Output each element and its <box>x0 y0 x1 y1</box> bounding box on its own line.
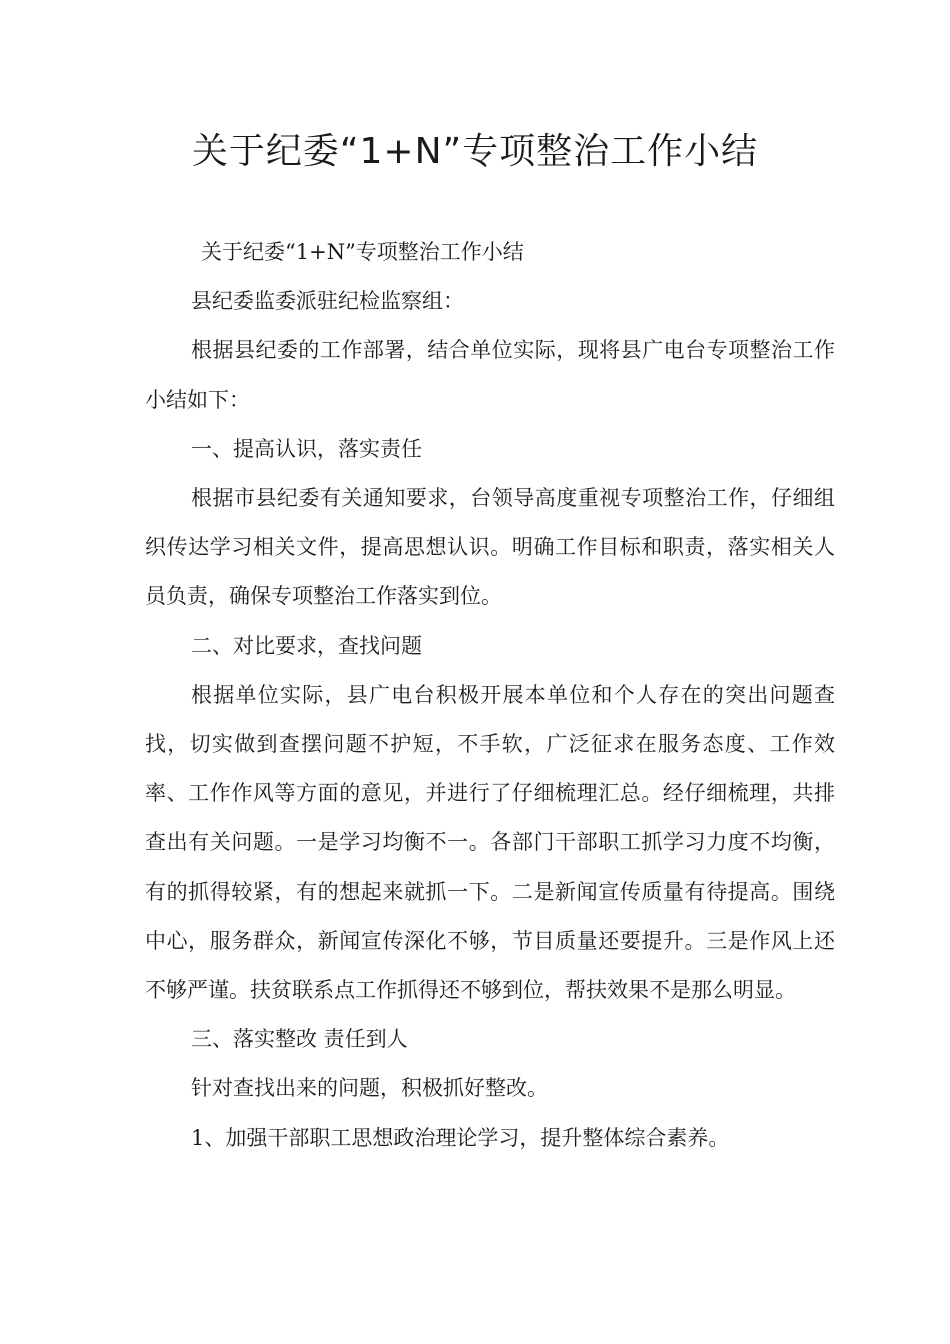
document-title: 关于纪委“1+N”专项整治工作小结 <box>191 131 759 172</box>
body-paragraph: 根据单位实际，县广电台积极开展本单位和个人存在的突出问题查找，切实做到查摆问题不护短，不手软，广泛征求在服务态度、工作效率、工作作风等方面的意见，并进行了仔细梳理汇总。经仔细梳理，共排查出有关问题。一是学习均衡不一。各部门干部职工抓学习力度不均衡，有的抓得较紧，有的想起来就抓一下。二是新闻宣传质量有待提高。围绕中心，服务群众，新闻宣传深化不够，节目质量还要提升。三是作风上还不够严谨。扶贫联系点工作抓得还不够到位，帮扶效果不是那么明显。 <box>145 682 835 1003</box>
addressee-paragraph: 县纪委监委派驻纪检监察组： <box>191 289 464 314</box>
section-heading-3: 三、落实整改 责任到人 <box>191 1027 408 1052</box>
body-paragraph: 针对查找出来的问题，积极抓好整改。 <box>191 1076 548 1101</box>
intro-paragraph: 根据县纪委的工作部署，结合单位实际，现将县广电台专项整治工作小结如下： <box>145 338 835 412</box>
list-item: 1、加强干部职工思想政治理论学习，提升整体综合素养。 <box>191 1125 730 1150</box>
subtitle-paragraph: 关于纪委“1+N”专项整治工作小结 <box>201 240 524 264</box>
document-body <box>145 228 835 1163</box>
section-heading-2: 二、对比要求，查找问题 <box>191 633 422 658</box>
body-paragraph: 根据市县纪委有关通知要求，台领导高度重视专项整治工作，仔细组织传达学习相关文件，提高思想认识。明确工作目标和职责，落实相关人员负责，确保专项整治工作落实到位。 <box>145 486 835 609</box>
section-heading-1: 一、提高认识，落实责任 <box>191 436 422 461</box>
